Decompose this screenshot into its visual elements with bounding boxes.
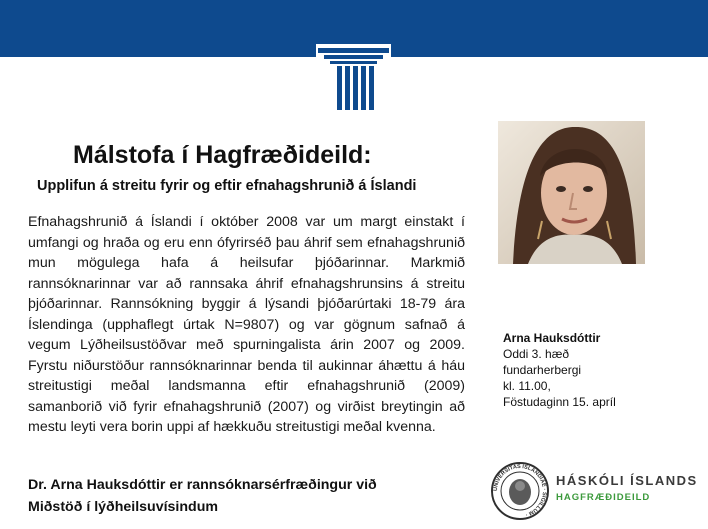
event-date: Föstudaginn 15. apríl (503, 395, 616, 409)
page-title: Málstofa í Hagfræðideild: (73, 141, 372, 169)
speaker-note-line-1: Dr. Arna Hauksdóttir er rannsóknarsérfræðingur við (28, 477, 377, 493)
abstract-text: Efnahagshrunið á Íslandi í október 2008 var um margt einstakt í umfangi og hraða og eru enn ófyrirséð þau áhrif sem efnahagshrunið mun mögulega hafa á heilsufar þjóðarinnar. Markmið rannsóknarinnar var að rannsaka áhrif efnahagshrunsins á streitu þjóðarinnar. Rannsókning byggir á lýsandi þjóðarúrtaki 18-79 ára Íslendinga (upphaflegt úrtak N=9807) og var gögnum safnað á vegum Lýðheilsustöðvar með spurningalista árin 2007 og 2009. Fyrstu niðurstöður rannsóknarinnar benda til aukinnar áhættu á háu streitustigi meðal landsmanna eftir efnahagshrunið (2009) samanborið við fyrir efnahagshrunið (2007) og virðist breytingin að mestu leyti vera borin uppi af hækkuðu streitustigi meðal kvenna. (28, 214, 465, 435)
university-crest-icon (316, 44, 391, 110)
event-speaker: Arna Hauksdóttir (503, 331, 601, 345)
department-name: HAGFRÆÐIDEILD (556, 492, 651, 503)
page-subtitle: Upplifun á streitu fyrir og eftir efnahagshrunið á Íslandi (37, 178, 417, 194)
event-location-line-2: fundarherbergi (503, 363, 582, 377)
event-info (503, 330, 683, 410)
university-seal-icon (490, 461, 550, 521)
event-time: kl. 11.00, (503, 379, 551, 393)
speaker-note-line-2: Miðstöð í lýðheilsuvísindum (28, 499, 218, 515)
university-name: HÁSKÓLI ÍSLANDS (556, 473, 698, 488)
speaker-portrait (498, 121, 645, 264)
event-location-line-1: Oddi 3. hæð (503, 347, 570, 361)
seal-text: UNIVERSITAS ISLANDIAE · SIGILLUM · (492, 463, 548, 518)
speaker-note (28, 474, 428, 518)
